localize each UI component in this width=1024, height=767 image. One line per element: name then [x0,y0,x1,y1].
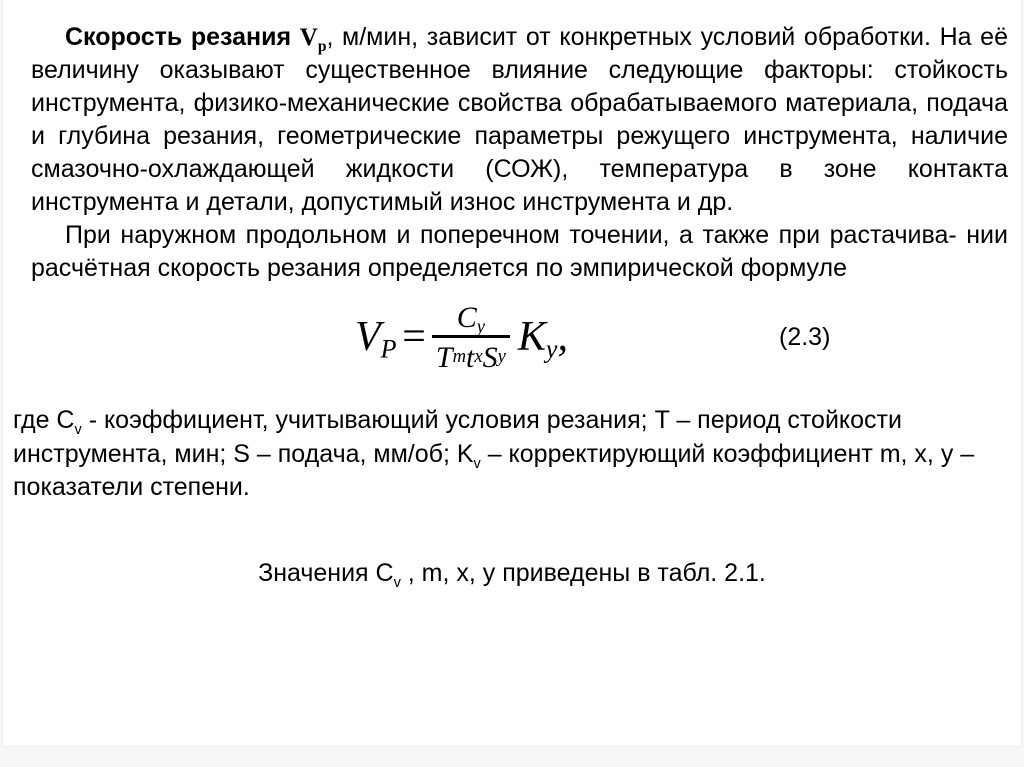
formula-numerator: $C_y$ [456,300,486,338]
denominator-exponent-m: m [452,345,467,367]
where-clause-paragraph: где $C_v$ - коэффициент, учитывающий условия резания; T – период стойкости инструмента, мин; S – подача, мм/об; $K_v$ – корректирующий коэффициент m, x, y – показатели степени. [13,406,975,501]
kv-subscript: v [473,455,481,472]
paragraph-lead-bold: Скорость резания [65,23,300,51]
formula-rhs-subscript: y [545,334,558,364]
table-reference-note: Значения $C_v$ , m, x, y приведены в табл. 2.1. [258,559,766,591]
velocity-symbol-subscript: p [317,38,327,55]
denominator-exponent-x: x [474,345,483,367]
formula-comma: , [557,314,568,360]
numerator-subscript: y [476,316,486,338]
equation-number: (2.3) [779,323,831,351]
formula-fraction [432,301,510,374]
cv-subscript: v [74,422,82,438]
cutting-speed-formula [355,294,568,380]
formula-rhs-coefficient: Ky [517,314,558,364]
formula-lhs-subscript: P [380,334,397,364]
formula-denominator: $T^mt^xS^y$ [432,335,510,374]
paragraph-body: , м/мин, зависит от конкретных условий обработки. На её величину оказывают существенное влияние следующие факторы: стойкость инструмента, физико-механические свойства обрабатываемого материала, подача и глубина резания, геометрические параметры режущего инструмента, наличие смазочно-охлаждающей жидкости (СОЖ), температура в зоне контакта инструмента и детали, допустимый износ инструмента и др. [31,23,1008,216]
paragraph-cutting-speed [31,21,1008,219]
slide [2,0,1022,747]
paragraph-turning: При наружном продольном и поперечном точении, а также при растачива- нии расчётная скорость резания определяется по эмпирической формуле [31,221,1008,282]
note-cv-subscript: v [393,575,401,591]
formula-lhs: VP [355,314,397,364]
denominator-exponent-y: y [497,345,506,367]
equals-sign: = [399,314,428,360]
velocity-symbol: $V_p$ [299,24,327,55]
main-text-block [31,21,1008,285]
